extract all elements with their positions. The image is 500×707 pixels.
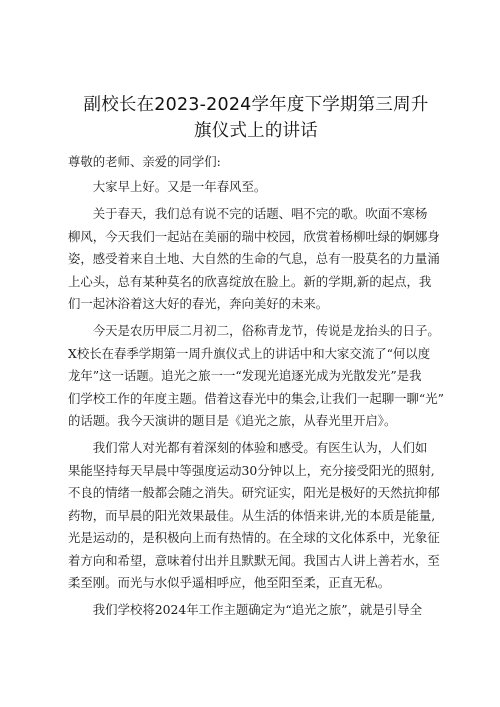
paragraph-line: 的话题。我今天演讲的题目是《追光之旅，从春光里开启》。 bbox=[68, 413, 397, 429]
title-line-1: 副校长在2023-2024学年度下学期第三周升 bbox=[83, 95, 429, 115]
paragraph-line: 柔至刚。而光与水似乎遥相呼应，他至阳至柔，正直无私。 bbox=[68, 574, 391, 590]
paragraph-line: 姿，感受着来自土地、大自然的生命的气息，总有一股莫名的力量涌 bbox=[68, 251, 440, 267]
title-line-2: 旗仪式上的讲话 bbox=[194, 121, 318, 141]
paragraph-line: 关于春天，我们总有说不完的话题、唱不完的歌。吹面不寒杨 bbox=[92, 206, 428, 222]
paragraph-line: 光是运动的，是积极向上而有热情的。在全球的文化体系中，光象征 bbox=[68, 530, 440, 546]
salutation: 尊敬的老师、亲爱的同学们: bbox=[68, 154, 221, 169]
body-text bbox=[68, 176, 444, 622]
paragraph-line: 上心头，总有某种莫名的欣喜绽放在脸上。新的学期,新的起点，我 bbox=[68, 273, 432, 289]
paragraph-line: 我们常人对光都有着深刻的体验和感受。有医生认为，人们如 bbox=[92, 440, 428, 456]
paragraph-line: 们学校工作的年度主题。借着这春光中的集会,让我们一起聊一聊“光” bbox=[68, 390, 444, 406]
paragraph bbox=[68, 203, 444, 315]
paragraph-line: 大家早上好。又是一年春风至。 bbox=[92, 179, 267, 194]
paragraph bbox=[68, 176, 444, 198]
document-title bbox=[68, 92, 444, 144]
paragraph bbox=[68, 437, 444, 594]
paragraph bbox=[68, 599, 444, 621]
paragraph-line: 药物，而早晨的阳光效果最佳。从生活的体悟来讲,光的本质是能量, bbox=[68, 507, 436, 523]
paragraph bbox=[68, 320, 444, 432]
paragraph-line: 柳风，今天我们一起站在美丽的瑞中校园，欣赏着杨柳吐绿的婀娜身 bbox=[68, 228, 440, 244]
paragraph-line: X校长在春季学期第一周升旗仪式上的讲话中和大家交流了“何以度 bbox=[68, 345, 431, 361]
paragraph-line: 不良的情绪一般都会随之消失。研究证实，阳光是极好的天然抗抑郁 bbox=[68, 485, 440, 501]
paragraph-line: 龙年”这一话题。追光之旅一一“发现光追逐光成为光散发光”是我 bbox=[68, 368, 422, 384]
paragraph-line: 我们学校将2024年工作主题确定为“追光之旅”，就是引导全 bbox=[92, 602, 422, 618]
paragraph-line: 们一起沐浴着这大好的春光，奔向美好的未来。 bbox=[68, 296, 329, 312]
paragraph-line: 果能坚持每天早晨中等强度运动30分钟以上，充分接受阳光的照射, bbox=[68, 462, 435, 478]
paragraph-line: 着方向和希望，意味着付出并且默默无闻。我国古人讲上善若水，至 bbox=[68, 552, 440, 568]
paragraph-line: 今天是农历甲辰二月初二，俗称青龙节，传说是龙抬头的日子。 bbox=[92, 323, 440, 339]
